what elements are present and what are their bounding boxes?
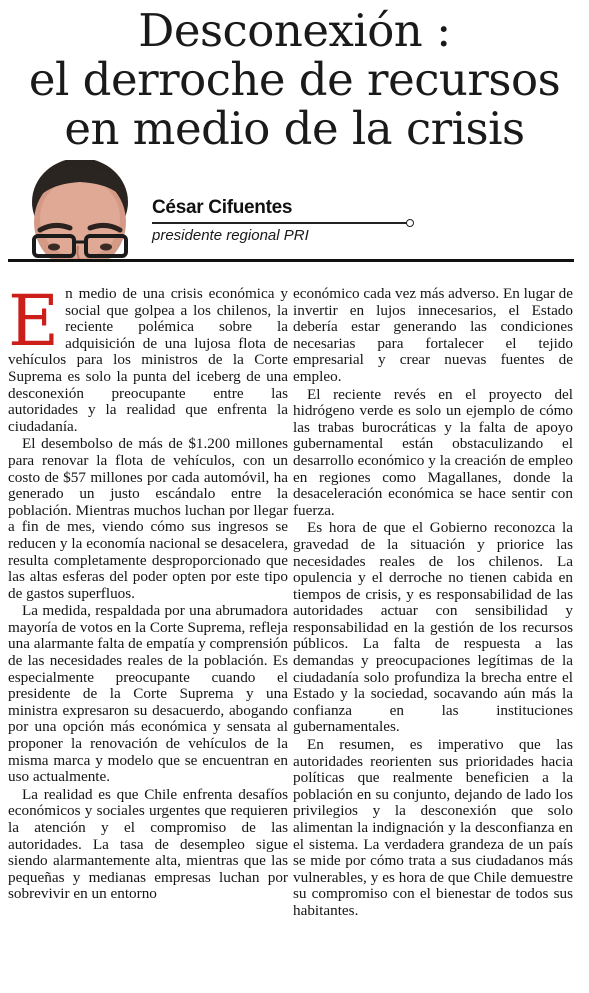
article-paragraph: La realidad es que Chile enfrenta desafíos económicos y sociales urgentes que requieren la atención y el compromiso de las autoridades. La tasa de desempleo sigue siendo alarmantemente alta, mientras que las pequeñas y medianas empresas luchan por sobrevivir en un entorno xyxy=(8,785,288,903)
author-divider-dot xyxy=(406,219,414,227)
author-portrait xyxy=(18,160,138,262)
author-divider xyxy=(152,222,410,224)
article-paragraph: El reciente revés en el proyecto del hidrógeno verde es solo un ejemplo de cómo las trabas burocráticas y la falta de apoyo gubernamental están obstaculizando el desarrollo económico y la creación de empleo en regiones como Magallanes, donde la desaceleración económica se hace sentir con fuerza. xyxy=(293,385,573,519)
article-paragraph: El desembolso de más de $1.200 millones para renovar la flota de vehículos, con un costo de $57 millones por cada automóvil, ha generado un justo escándalo entre la población. Mientras muchos luchan por llegar a fin de mes, viendo cómo sus ingresos se reducen y la economía nacional se desacelera, resulta completamente desproporcionado que las altas esferas del poder opten por este tipo de gastos superfluos. xyxy=(8,435,288,602)
drop-cap: E xyxy=(8,280,60,362)
author-portrait-illustration xyxy=(18,160,138,262)
headline xyxy=(0,6,589,153)
article-top-rule xyxy=(8,259,574,262)
author-role: presidente regional PRI xyxy=(152,227,309,244)
article-paragraph: Es hora de que el Gobierno reconozca la gravedad de la situación y priorice las necesidades reales de los chilenos. La opulencia y el derroche no tienen cabida en tiempos de crisis, y es responsabilidad de las autoridades actuar con sensibilidad y responsabilidad en la gestión de los recursos públicos. La falta de respuesta a las demandas y preocupaciones legítimas de la ciudadanía solo profundiza la brecha entre el Estado y la sociedad, socavando aún más la confianza en las instituciones gubernamentales. xyxy=(293,519,573,736)
paragraph-text: n medio de una crisis económica y social que golpea a los chilenos, la reciente polémica sobre la adquisición de una lujosa flota de vehículos para los ministros de la Corte Suprema es solo la punta del iceberg de una desconexión preocupante entre las autoridades y la realidad que enfrenta la ciudadanía. xyxy=(8,285,288,435)
article-paragraph: La medida, respaldada por una abrumadora mayoría de votos en la Corte Suprema, refleja una alarmante falta de empatía y comprensión de las necesidades reales de la población. Es especialmente preocupante cuando el presidente de la Corte Suprema y una ministra expresaron su desacuerdo, abogando por una opción más económica y sensata al proponer la renovación de vehículos de la misma marca y modelo que se encuentran en uso actualmente. xyxy=(8,602,289,786)
article-paragraph: En resumen, es imperativo que las autoridades reorienten sus prioridades hacia políticas que realmente beneficien a la población en su conjunto, dejando de lado los privilegios y la desconexión que solo alimentan la indignación y la desconfianza en el sistema. La verdadera grandeza de un país se mide por cómo trata a sus ciudadanos más vulnerables, y es hora de que Chile demuestre su compromiso con el bienestar de todos sus habitantes. xyxy=(293,736,573,919)
headline-line-1: Desconexión : xyxy=(138,4,451,57)
article-column-left xyxy=(8,280,289,904)
headline-line-3: en medio de la crisis xyxy=(64,102,525,155)
headline-line-2: el derroche de recursos xyxy=(28,53,561,106)
author-name: César Cifuentes xyxy=(152,197,293,218)
article-column-right xyxy=(293,286,573,921)
article-paragraph xyxy=(8,280,288,435)
article-paragraph: económico cada vez más adverso. En lugar de invertir en lujos innecesarios, el Estado debería estar generando las condiciones necesarias para fortalecer el tejido empresarial y crear nuevas fuentes de empleo. xyxy=(293,285,574,385)
